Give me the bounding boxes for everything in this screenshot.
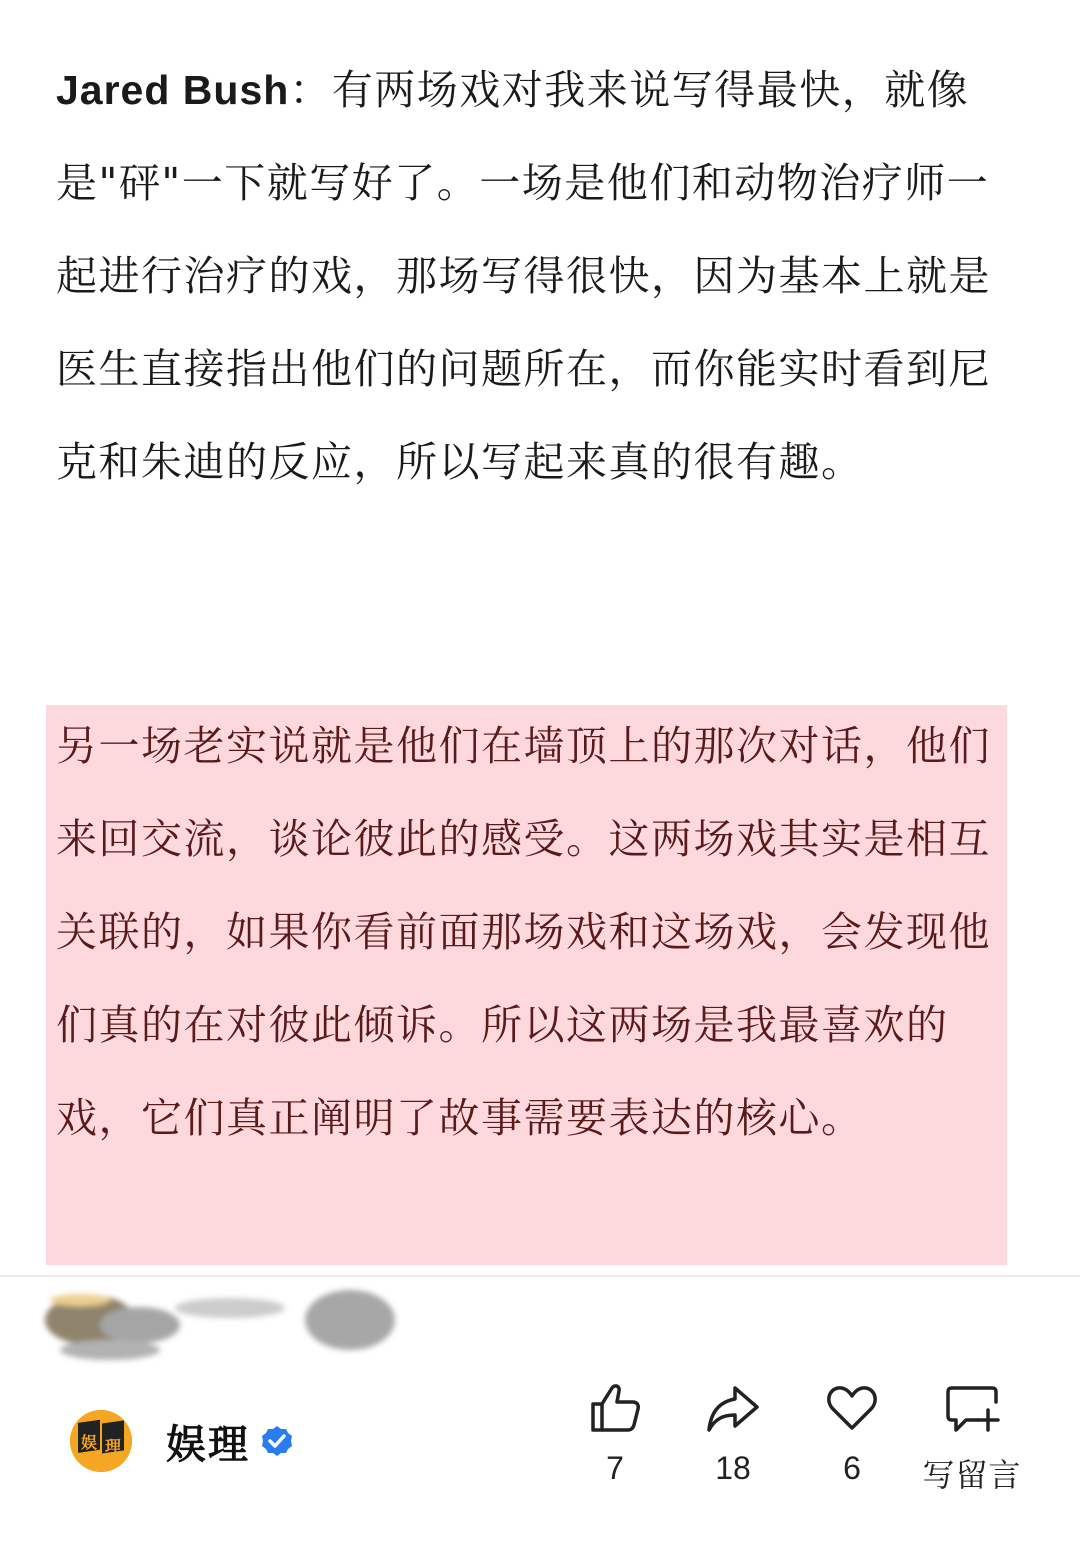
article-body [56,44,1016,509]
author-avatar[interactable] [70,1410,132,1472]
share-arrow-icon [705,1380,761,1436]
comment-add-icon [944,1380,1000,1436]
write-comment-label: 写留言 [922,1456,1022,1494]
thumbs-up-icon [587,1380,643,1436]
paragraph-1 [56,44,1016,509]
favorite-button[interactable] [797,1380,907,1487]
write-comment-button[interactable] [912,1380,1032,1496]
speaker-colon: ： [289,66,332,114]
svg-text:理: 理 [104,1437,122,1456]
paragraph-2-highlighted: 另一场老实说就是他们在墙顶上的那次对话，他们来回交流，谈论彼此的感受。这两场戏其实是相互关联的，如果你看前面那场戏和这场戏，会发现他们真的在对彼此倾诉。所以这两场是我最喜欢的戏，它们真正阐明了故事需要表达的核心。 [56,722,991,1142]
redacted-scribble [30,1280,450,1380]
like-count: 7 [606,1450,624,1486]
verified-badge-icon [260,1424,294,1458]
share-button[interactable] [678,1380,788,1487]
author-info[interactable] [70,1410,294,1472]
divider [0,1275,1080,1277]
favorite-count: 6 [843,1450,861,1486]
author-name[interactable]: 娱理 [166,1421,250,1468]
speaker-name: Jared Bush [56,67,290,113]
heart-icon [824,1380,880,1436]
author-logo-icon [70,1410,132,1472]
paragraph-1-text: 有两场戏对我来说写得最快，就像是"砰"一下就写好了。一场是他们和动物治疗师一起进行治疗的戏，那场写得很快，因为基本上就是医生直接指出他们的问题所在，而你能实时看到尼克和朱迪的反应，所以写起来真的很有趣。 [56,66,991,486]
article-footer [0,1380,1080,1510]
svg-text:娱: 娱 [80,1433,98,1452]
like-button[interactable] [560,1380,670,1487]
share-count: 18 [715,1450,751,1486]
